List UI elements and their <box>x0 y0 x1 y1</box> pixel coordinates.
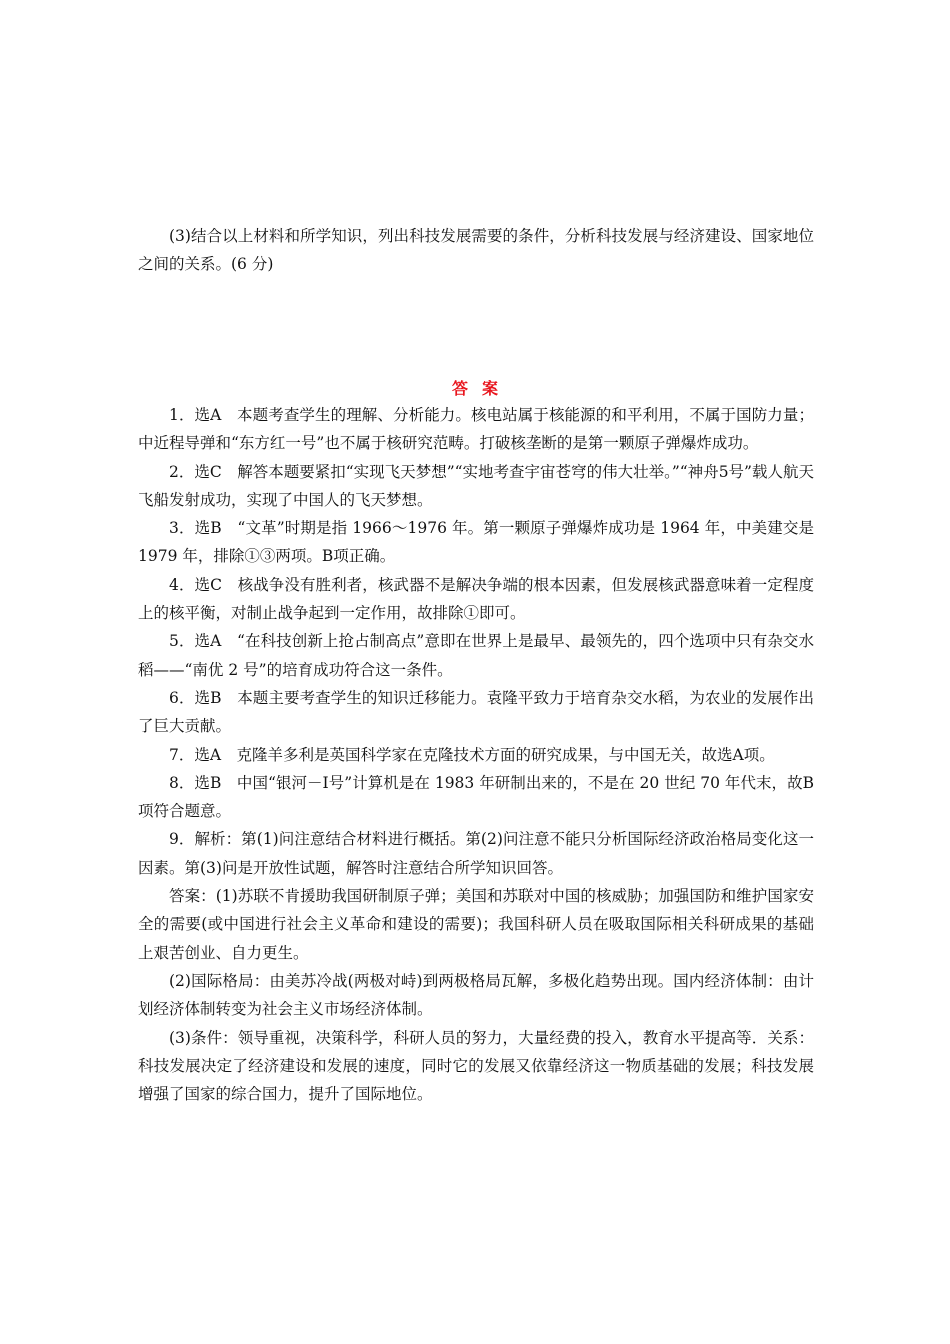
answer-3: 3．选B “文革”时期是指 1966～1976 年。第一颗原子弹爆炸成功是 1964 年，中美建交是 1979 年，排除①③两项。B项正确。 <box>138 519 814 566</box>
answer-6: 6．选B 本题主要考查学生的知识迁移能力。袁隆平致力于培育杂交水稻，为农业的发展作出了巨大贡献。 <box>138 688 814 736</box>
answer-9-part-1: 答案：(1)苏联不肯援助我国研制原子弹；美国和苏联对中国的核威胁；加强国防和维护国家安全的需要(或中国进行社会主义革命和建设的需要)；我国科研人员在吸取国际相关科研成果的基础上艰苦创业、自力更生。 <box>138 887 814 962</box>
answer-9-analysis: 9．解析：第(1)问注意结合材料进行概括。第(2)问注意不能只分析国际经济政治格局变化这一因素。第(3)问是开放性试题，解答时注意结合所学知识回答。 <box>138 830 814 877</box>
answer-7: 7．选A 克隆羊多利是英国科学家在克隆技术方面的研究成果，与中国无关，故选A项。 <box>169 745 775 764</box>
answer-section-title: 答案 <box>451 379 512 398</box>
answer-1: 1．选A 本题考查学生的理解、分析能力。核电站属于核能源的和平利用，不属于国防力量；中近程导弹和“东方红一号”也不属于核研究范畴。打破核垄断的是第一颗原子弹爆炸成功。 <box>138 406 814 453</box>
answer-8: 8．选B 中国“银河－Ⅰ号”计算机是在 1983 年研制出来的，不是在 20 世纪 70 年代末，故B项符合题意。 <box>138 773 814 821</box>
answer-4: 4．选C 核战争没有胜利者，核武器不是解决争端的根本因素，但发展核武器意味着一定程度上的核平衡，对制止战争起到一定作用，故排除①即可。 <box>138 575 814 623</box>
answer-5: 5．选A “在科技创新上抢占制高点”意即在世界上是最早、最领先的，四个选项中只有杂交水稻——“南优 2 号”的培育成功符合这一条件。 <box>138 632 815 679</box>
question-3-text: (3)结合以上材料和所学知识，列出科技发展需要的条件，分析科技发展与经济建设、国家地位之间的关系。(6 分) <box>138 227 814 273</box>
answer-list <box>138 401 814 1108</box>
answer-9-part-2: (2)国际格局：由美苏冷战(两极对峙)到两极格局瓦解，多极化趋势出现。国内经济体制：由计划经济体制转变为社会主义市场经济体制。 <box>138 971 814 1019</box>
answer-9-part-3: (3)条件：领导重视，决策科学，科研人员的努力，大量经费的投入，教育水平提高等．关系：科技发展决定了经济建设和发展的速度，同时它的发展又依靠经济这一物质基础的发展；科技发展增强了国家的综合国力，提升了国际地位。 <box>138 1028 814 1104</box>
answer-2: 2．选C 解答本题要紧扣“实现飞天梦想”“实地考查宇宙苍穹的伟大壮举。”“神舟5号”载人航天飞船发射成功，实现了中国人的飞天梦想。 <box>138 462 814 509</box>
